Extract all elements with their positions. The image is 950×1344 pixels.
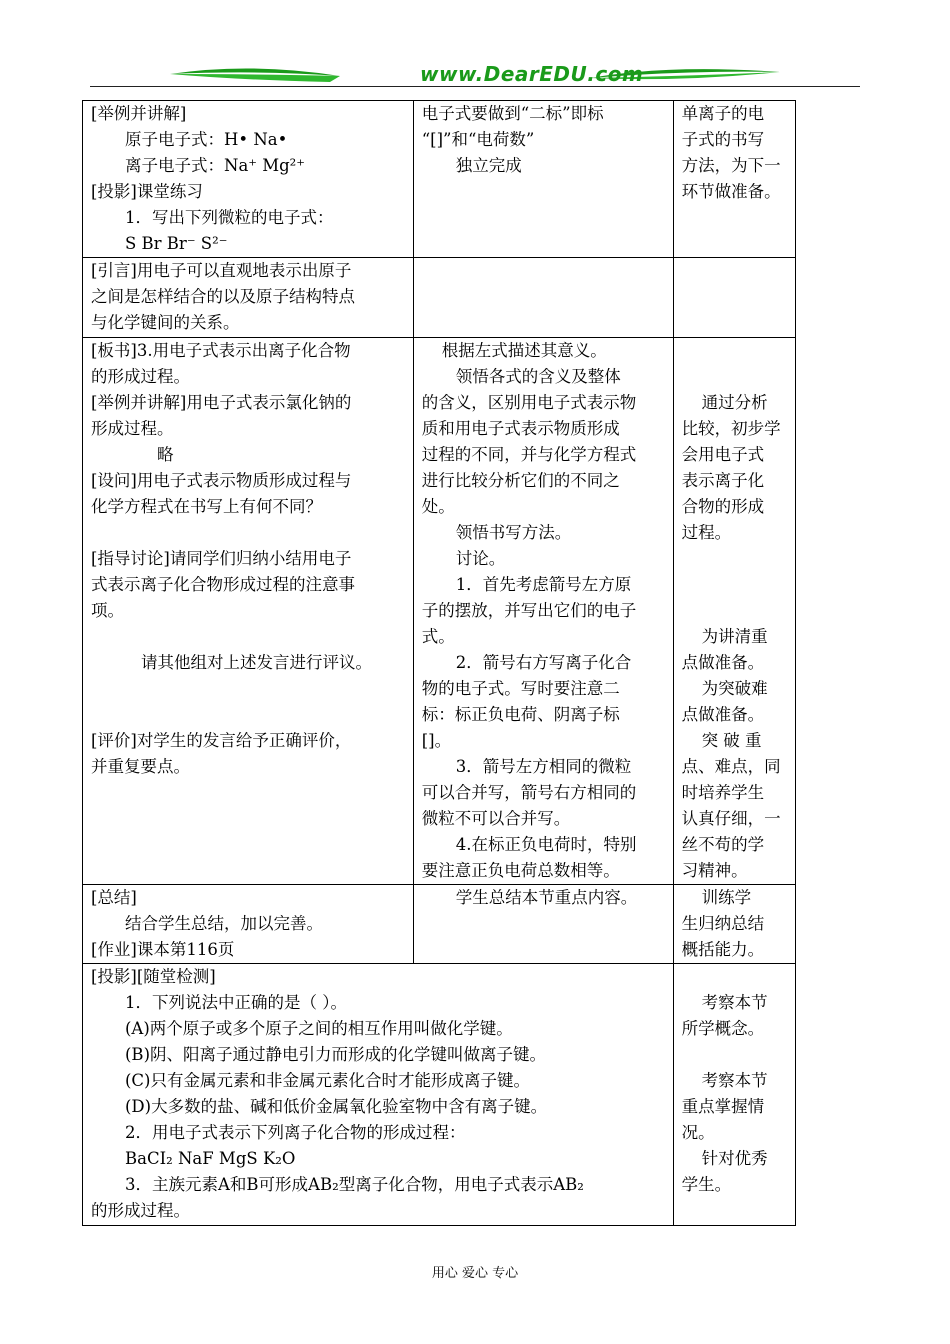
spacer — [91, 520, 405, 546]
text-line: 2．用电子式表示下列离子化合物的形成过程： — [125, 1123, 466, 1142]
text-line: 式。 — [421, 627, 455, 646]
spacer — [682, 1042, 787, 1068]
text-line: (C)只有金属元素和非金属元素化合时才能形成离子键。 — [125, 1071, 530, 1090]
text-line: 领悟各式的含义及整体 — [455, 367, 621, 386]
spacer — [682, 598, 787, 624]
text-line: 化学方程式在书写上有何不同？ — [91, 497, 322, 516]
text-line: 学生总结本节重点内容。 — [455, 888, 638, 907]
student-cell — [413, 101, 673, 258]
purpose-cell — [673, 885, 795, 964]
student-cell — [413, 885, 673, 964]
text-line: 子式的书写 — [681, 130, 765, 149]
text-line: 表示离子化 — [681, 471, 765, 490]
text-line: 况。 — [681, 1123, 715, 1142]
text-line: 点、难点，同 — [681, 757, 781, 776]
text-line: 3．主族元素A和B可形成AB₂型离子化合物，用电子式表示AB₂ — [125, 1175, 584, 1194]
text-line: [评价]对学生的发言给予正确评价， — [91, 731, 352, 750]
text-line: 重点掌握情 — [681, 1097, 765, 1116]
text-line: 过程。 — [681, 523, 732, 542]
text-line: 为讲清重 — [701, 627, 768, 646]
text-line: 点做准备。 — [681, 705, 765, 724]
text-line: 物的电子式。写时要注意二 — [421, 679, 620, 698]
spacer — [682, 572, 787, 598]
text-line: 略 — [157, 445, 174, 464]
text-line: 针对优秀 — [701, 1149, 768, 1168]
text-line: 时培养学生 — [681, 783, 765, 802]
text-line: 的含义，区别用电子式表示物 — [421, 393, 637, 412]
text-line: 比较，初步学 — [681, 419, 781, 438]
text-line: 丝不苟的学 — [681, 835, 765, 854]
text-line: [举例并讲解] — [91, 104, 187, 123]
teacher-cell — [83, 338, 414, 885]
text-line: 环节做准备。 — [681, 182, 781, 201]
text-line: 1．下列说法中正确的是（ ）。 — [125, 993, 347, 1012]
spacer — [91, 702, 405, 728]
text-line: 习精神。 — [681, 861, 748, 880]
table-row — [83, 101, 796, 258]
text-line: 电子式要做到“二标”即标 — [421, 104, 604, 123]
text-line: 子的摆放，并写出它们的电子 — [421, 601, 637, 620]
text-line: 并重复要点。 — [91, 757, 190, 776]
text-line: 所学概念。 — [681, 1019, 765, 1038]
text-line: 项。 — [91, 601, 124, 620]
exercise-cell — [83, 964, 674, 1226]
text-line: 请其他组对上述发言进行评议。 — [141, 653, 372, 672]
text-line: S Br Br⁻ S²⁻ — [125, 234, 228, 253]
page-footer: 用心 爱心 专心 — [431, 1266, 519, 1281]
text-line: [引言]用电子可以直观地表示出原子 — [91, 261, 352, 280]
text-line: 微粒不可以合并写。 — [421, 809, 571, 828]
lesson-table — [82, 100, 796, 1226]
text-line: 4.在标正负电荷时，特别 — [455, 835, 637, 854]
text-line: 合物的形成 — [681, 497, 765, 516]
text-line: 突 破 重 — [701, 731, 762, 750]
text-line: 原子电子式：H• Na• — [125, 130, 288, 149]
text-line: [指导讨论]请同学们归纳小结用电子 — [91, 549, 352, 568]
teacher-cell — [83, 101, 414, 258]
text-line: 进行比较分析它们的不同之 — [421, 471, 620, 490]
text-line: (B)阴、阳离子通过静电引力而形成的化学键叫做离子键。 — [125, 1045, 546, 1064]
site-header — [90, 60, 860, 96]
spacer — [682, 964, 787, 990]
text-line: [作业]课本第116页 — [91, 940, 235, 959]
text-line: (A)两个原子或多个原子之间的相互作用叫做化学键。 — [125, 1019, 513, 1038]
text-line: 通过分析 — [701, 393, 768, 412]
text-line: 生归纳总结 — [681, 914, 765, 933]
text-line: 考察本节 — [701, 1071, 768, 1090]
text-line: (D)大多数的盐、碱和低价金属氧化验室物中含有离子键。 — [125, 1097, 548, 1116]
text-line: 要注意正负电荷总数相等。 — [421, 861, 620, 880]
text-line: [投影][随堂检测] — [91, 967, 216, 986]
text-line: 认真仔细，一 — [681, 809, 781, 828]
teacher-cell — [83, 258, 414, 338]
purpose-cell — [673, 964, 795, 1226]
purpose-cell — [673, 101, 795, 258]
table-row — [83, 885, 796, 964]
spacer — [91, 624, 405, 650]
text-line: 质和用电子式表示物质形成 — [421, 419, 620, 438]
text-line: 1．首先考虑箭号左方原 — [455, 575, 632, 594]
text-line: 离子电子式：Na⁺ Mg²⁺ — [125, 156, 306, 175]
text-line: 独立完成 — [455, 156, 522, 175]
text-line: 形成过程。 — [91, 419, 174, 438]
text-line: 方法，为下一 — [681, 156, 781, 175]
text-line: 领悟书写方法。 — [455, 523, 572, 542]
text-line: 概括能力。 — [681, 940, 765, 959]
text-line: 考察本节 — [701, 993, 768, 1012]
text-line: 过程的不同，并与化学方程式 — [421, 445, 637, 464]
spacer — [682, 546, 787, 572]
table-row — [83, 338, 796, 885]
text-line: 之间是怎样结合的以及原子结构特点 — [91, 287, 355, 306]
text-line: 讨论。 — [455, 549, 506, 568]
spacer — [91, 676, 405, 702]
table-row — [83, 258, 796, 338]
text-line: 会用电子式 — [681, 445, 765, 464]
text-line: [举例并讲解]用电子式表示氯化钠的 — [91, 393, 352, 412]
student-cell — [413, 338, 673, 885]
text-line: []。 — [421, 731, 452, 750]
purpose-cell — [673, 258, 795, 338]
teacher-cell — [83, 885, 414, 964]
text-line: 与化学键间的关系。 — [91, 313, 240, 332]
text-line: 点做准备。 — [681, 653, 765, 672]
text-line: 3．箭号左方相同的微粒 — [455, 757, 632, 776]
text-line: 的形成过程。 — [91, 367, 190, 386]
text-line: 2．箭号右方写离子化合 — [455, 653, 632, 672]
text-line: [总结] — [91, 888, 137, 907]
text-line: [设问]用电子式表示物质形成过程与 — [91, 471, 352, 490]
text-line: 处。 — [421, 497, 455, 516]
text-line: 训练学 — [701, 888, 752, 907]
text-line: 1．写出下列微粒的电子式： — [125, 208, 334, 227]
spacer — [682, 338, 787, 364]
table-row — [83, 964, 796, 1226]
spacer — [682, 364, 787, 390]
text-line: [板书]3.用电子式表示出离子化合物 — [91, 341, 351, 360]
text-line: 可以合并写，箭号右方相同的 — [421, 783, 637, 802]
text-line: BaCI₂ NaF MgS K₂O — [125, 1149, 296, 1168]
text-line: 学生。 — [681, 1175, 732, 1194]
text-line: [投影]课堂练习 — [91, 182, 203, 201]
text-line: 式表示离子化合物形成过程的注意事 — [91, 575, 355, 594]
text-line: 单离子的电 — [681, 104, 765, 123]
student-cell — [413, 258, 673, 338]
text-line: 结合学生总结，加以完善。 — [125, 914, 323, 933]
header-rule — [90, 86, 860, 87]
text-line: “[]”和“电荷数” — [421, 130, 535, 149]
site-logo-text: www.DearEDU.com — [420, 62, 644, 86]
text-line: 为突破难 — [701, 679, 768, 698]
text-line: 的形成过程。 — [91, 1201, 190, 1220]
text-line: 根据左式描述其意义。 — [441, 341, 607, 360]
text-line: 标：标正负电荷、阴离子标 — [421, 705, 620, 724]
purpose-cell — [673, 338, 795, 885]
